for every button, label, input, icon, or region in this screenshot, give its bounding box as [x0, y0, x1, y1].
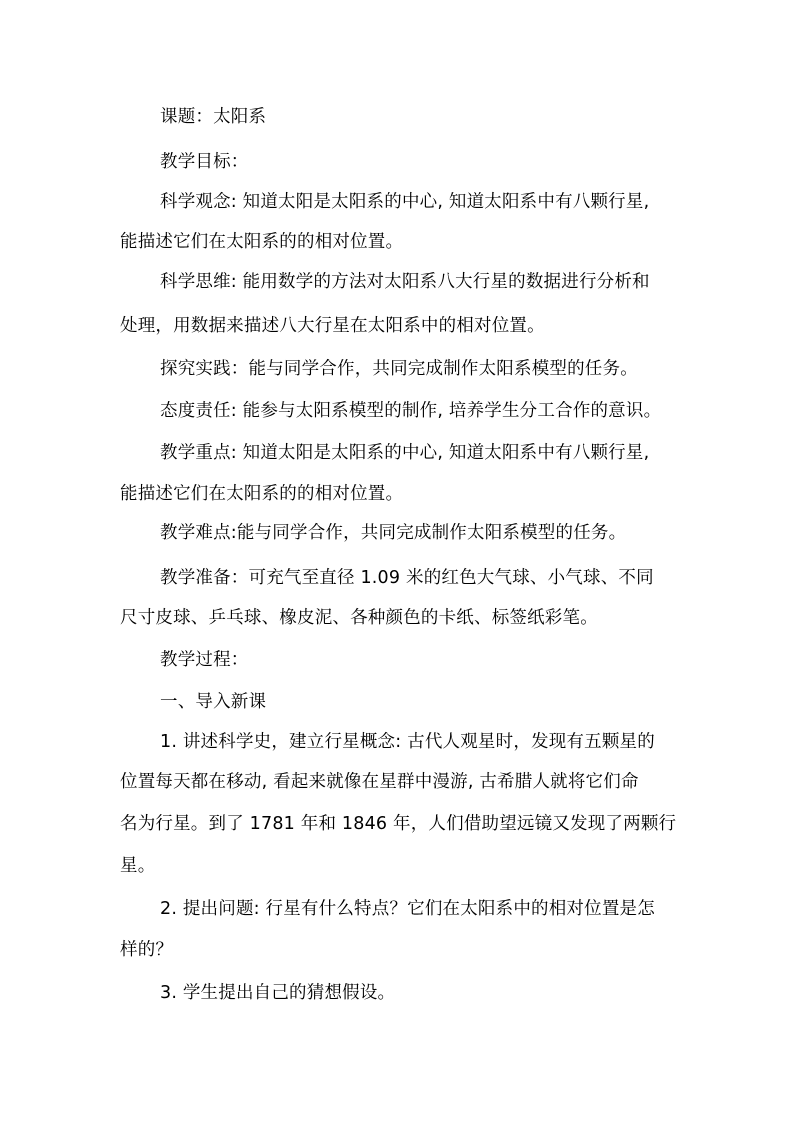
inquiry-practice-paragraph: 探究实践：能与同学合作，共同完成制作太阳系模型的任务。: [160, 359, 638, 379]
step-3-paragraph: 3. 学生提出自己的猜想假设。: [160, 983, 396, 1003]
science-concept-line-2: 能描述它们在太阳系的的相对位置。: [120, 232, 404, 252]
science-thinking-line-2: 处理，用数据来描述八大行星在太阳系中的相对位置。: [120, 316, 545, 336]
section-one-heading: 一、导入新课: [160, 692, 267, 712]
teaching-key-points-line-2: 能描述它们在太阳系的的相对位置。: [120, 484, 404, 504]
teaching-key-points-line-1: 教学重点: 知道太阳是太阳系的中心, 知道太阳系中有八颗行星,: [160, 443, 650, 463]
teaching-difficulties-paragraph: 教学难点:能与同学合作，共同完成制作太阳系模型的任务。: [160, 523, 627, 543]
step-1-line-1: 1. 讲述科学史，建立行星概念: 古代人观星时，发现有五颗星的: [160, 732, 655, 752]
teaching-process-heading: 教学过程：: [160, 650, 249, 670]
teaching-preparation-line-2: 尺寸皮球、乒乓球、橡皮泥、各种颜色的卡纸、标签纸彩笔。: [120, 608, 598, 628]
teaching-preparation-line-1: 教学准备：可充气至直径 1.09 米的红色大气球、小气球、不同: [160, 568, 654, 588]
lesson-title: 课题：太阳系: [160, 107, 267, 127]
step-1-line-4: 星。: [120, 856, 156, 876]
science-thinking-line-1: 科学思维: 能用数学的方法对太阳系八大行星的数据进行分析和: [160, 272, 650, 292]
step-1-line-3: 名为行星。到了 1781 年和 1846 年，人们借助望远镜又发现了两颗行: [120, 814, 677, 834]
teaching-goals-heading: 教学目标：: [160, 152, 249, 172]
step-2-line-2: 样的？: [120, 940, 174, 960]
step-2-line-1: 2. 提出问题: 行星有什么特点？它们在太阳系中的相对位置是怎: [160, 899, 655, 919]
attitude-responsibility-paragraph: 态度责任: 能参与太阳系模型的制作, 培养学生分工合作的意识。: [160, 401, 662, 421]
step-1-line-2: 位置每天都在移动, 看起来就像在星群中漫游, 古希腊人就将它们命: [120, 772, 639, 792]
science-concept-line-1: 科学观念: 知道太阳是太阳系的中心, 知道太阳系中有八颗行星,: [160, 192, 650, 212]
